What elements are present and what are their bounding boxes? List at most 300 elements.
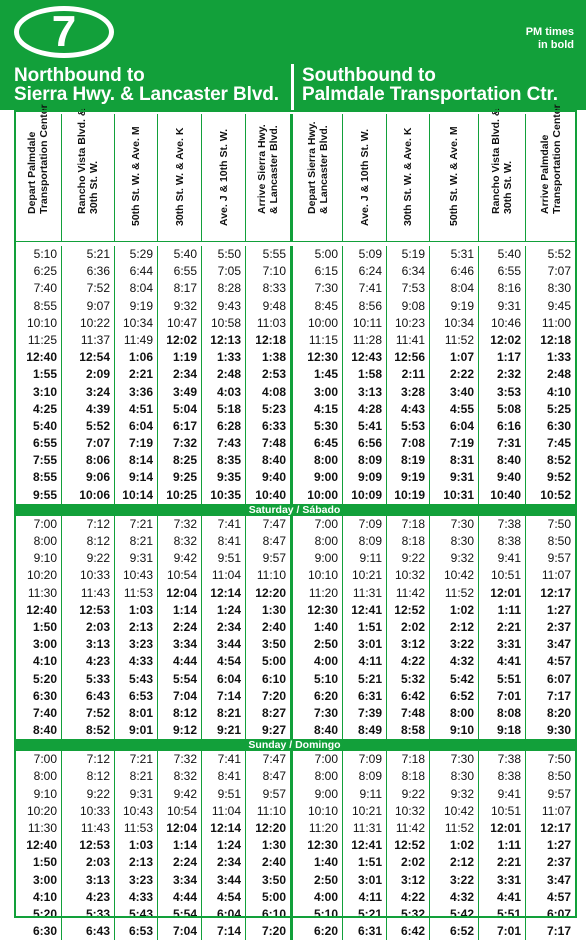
time-cell: 3:13 [343, 384, 387, 401]
time-cell: 11:20 [293, 585, 343, 602]
time-cell: 6:53 [115, 923, 158, 940]
time-cell: 3:49 [158, 384, 202, 401]
time-cell: 7:31 [479, 435, 526, 452]
time-cell: 2:02 [387, 854, 430, 871]
time-cell: 10:06 [62, 487, 115, 504]
time-cell: 1:38 [246, 349, 293, 366]
time-cell: 7:14 [202, 688, 246, 705]
time-cell: 8:21 [202, 705, 246, 722]
time-cell: 8:55 [14, 469, 62, 486]
time-cell: 9:42 [158, 786, 202, 803]
time-cell: 1:50 [14, 619, 62, 636]
time-cell: 2:22 [430, 366, 479, 383]
schedule-row [14, 435, 575, 452]
time-cell: 7:04 [158, 923, 202, 940]
time-cell: 9:19 [430, 298, 479, 315]
time-cell: 1:30 [246, 602, 293, 619]
time-cell: 9:10 [14, 550, 62, 567]
time-cell: 3:00 [14, 872, 62, 889]
time-cell: 9:10 [14, 786, 62, 803]
time-cell: 11:28 [343, 332, 387, 349]
time-cell: 7:05 [202, 263, 246, 280]
time-cell: 12:52 [387, 602, 430, 619]
time-cell: 8:17 [158, 280, 202, 297]
time-cell: 11:04 [202, 567, 246, 584]
time-cell: 11:43 [62, 820, 115, 837]
schedule-row [14, 366, 575, 383]
time-cell: 7:00 [14, 751, 62, 768]
time-cell: 8:52 [62, 722, 115, 739]
time-cell: 7:19 [430, 435, 479, 452]
time-cell: 8:21 [115, 533, 158, 550]
time-cell: 10:00 [293, 487, 343, 504]
time-cell: 5:29 [115, 246, 158, 263]
time-cell: 8:38 [479, 768, 526, 785]
time-cell: 3:36 [115, 384, 158, 401]
time-cell: 8:00 [14, 768, 62, 785]
time-cell: 7:20 [246, 923, 293, 940]
time-cell: 7:40 [14, 280, 62, 297]
time-cell: 11:53 [115, 820, 158, 837]
time-cell: 9:22 [387, 550, 430, 567]
column-header-label: Depart Palmdale Transportation Center [25, 104, 50, 214]
time-cell: 9:11 [343, 786, 387, 803]
time-cell: 1:50 [14, 854, 62, 871]
time-cell: 12:40 [14, 837, 62, 854]
time-cell: 9:00 [293, 550, 343, 567]
schedule-row [14, 688, 575, 705]
time-cell: 12:17 [540, 821, 571, 835]
time-cell: 3:13 [62, 872, 115, 889]
time-cell: 7:30 [293, 705, 343, 722]
time-cell: 7:50 [547, 516, 571, 531]
time-cell: 1:40 [293, 619, 343, 636]
time-cell: 4:54 [202, 889, 246, 906]
time-cell: 3:12 [387, 636, 430, 653]
time-cell: 10:09 [343, 487, 387, 504]
time-cell: 8:32 [158, 533, 202, 550]
time-cell: 2:37 [546, 619, 571, 634]
schedule-row [14, 585, 575, 602]
time-cell: 5:00 [246, 889, 293, 906]
time-cell: 1:40 [293, 854, 343, 871]
time-cell: 3:23 [115, 872, 158, 889]
time-cell: 7:21 [115, 751, 158, 768]
time-cell: 10:46 [479, 315, 526, 332]
time-cell: 2:24 [158, 854, 202, 871]
time-cell: 6:44 [115, 263, 158, 280]
time-cell: 12:17 [540, 585, 571, 600]
time-cell: 11:41 [387, 332, 430, 349]
time-cell: 10:42 [430, 803, 479, 820]
time-cell: 3:13 [62, 636, 115, 653]
time-cell: 4:00 [293, 653, 343, 670]
time-cell: 4:23 [62, 653, 115, 670]
schedule-row [14, 705, 575, 722]
time-cell: 7:00 [293, 751, 343, 768]
time-cell: 4:44 [158, 653, 202, 670]
time-cell: 12:20 [246, 585, 293, 602]
time-cell: 2:40 [246, 854, 293, 871]
time-cell: 7:20 [246, 688, 293, 705]
time-cell: 10:35 [202, 487, 246, 504]
time-cell: 9:32 [430, 550, 479, 567]
time-cell: 5:10 [14, 246, 62, 263]
schedule-row [14, 469, 575, 486]
time-cell: 9:14 [115, 469, 158, 486]
time-cell: 10:10 [14, 315, 62, 332]
schedule-header [0, 0, 586, 110]
time-cell: 5:32 [387, 906, 430, 923]
schedule-row [14, 671, 575, 688]
time-cell: 9:57 [547, 786, 571, 801]
time-cell: 10:20 [14, 803, 62, 820]
column-header-label: Rancho Vista Blvd. & 30th St. W. [76, 108, 100, 214]
time-cell: 5:55 [246, 246, 293, 263]
column-headers [14, 104, 575, 242]
time-cell: 4:25 [14, 401, 62, 418]
time-cell: 8:50 [547, 769, 571, 784]
time-cell: 9:21 [202, 722, 246, 739]
column-header [526, 104, 575, 242]
time-cell: 8:12 [62, 768, 115, 785]
time-cell: 8:31 [430, 452, 479, 469]
time-cell: 5:50 [202, 246, 246, 263]
time-cell: 8:00 [293, 768, 343, 785]
time-cell: 6:16 [479, 418, 526, 435]
time-cell: 5:18 [202, 401, 246, 418]
time-cell: 5:32 [387, 671, 430, 688]
time-cell: 1:03 [115, 602, 158, 619]
time-cell: 11:10 [246, 567, 293, 584]
time-cell: 7:43 [202, 435, 246, 452]
time-cell: 5:43 [115, 906, 158, 923]
time-cell: 3:22 [430, 872, 479, 889]
time-cell: 7:18 [387, 751, 430, 768]
schedule-row [14, 751, 575, 768]
time-cell: 10:43 [115, 803, 158, 820]
northbound-title-line2: Sierra Hwy. & Lancaster Blvd. [14, 84, 279, 105]
time-cell: 4:33 [115, 653, 158, 670]
time-cell: 2:48 [202, 366, 246, 383]
time-cell: 1:06 [115, 349, 158, 366]
time-cell: 8:30 [430, 768, 479, 785]
time-cell: 4:33 [115, 889, 158, 906]
time-cell: 6:53 [115, 688, 158, 705]
time-cell: 5:00 [293, 246, 343, 263]
time-cell: 10:32 [387, 803, 430, 820]
time-cell: 5:33 [62, 906, 115, 923]
schedule-row [14, 820, 575, 837]
schedule-row [14, 768, 575, 785]
time-cell: 11:30 [14, 820, 62, 837]
time-cell: 8:30 [547, 281, 571, 296]
time-cell: 12:13 [202, 332, 246, 349]
time-cell: 4:54 [202, 653, 246, 670]
time-cell: 7:41 [343, 280, 387, 297]
time-cell: 9:01 [115, 722, 158, 739]
time-cell: 6:46 [430, 263, 479, 280]
time-cell: 6:55 [14, 435, 62, 452]
time-cell: 6:15 [293, 263, 343, 280]
time-cell: 4:41 [479, 889, 526, 906]
schedule-row [14, 263, 575, 280]
time-cell: 2:13 [115, 854, 158, 871]
time-cell: 8:40 [293, 722, 343, 739]
time-cell: 4:57 [546, 889, 571, 904]
time-cell: 7:32 [158, 751, 202, 768]
time-cell: 6:55 [479, 263, 526, 280]
time-cell: 4:55 [430, 401, 479, 418]
time-cell: 12:40 [14, 349, 62, 366]
time-cell: 2:11 [387, 366, 430, 383]
time-cell: 1:45 [293, 366, 343, 383]
time-cell: 9:27 [246, 722, 293, 739]
schedule-row [14, 452, 575, 469]
time-cell: 5:40 [479, 246, 526, 263]
time-cell: 9:11 [343, 550, 387, 567]
schedule-row [14, 602, 575, 619]
time-cell: 7:19 [115, 435, 158, 452]
time-cell: 11:03 [246, 315, 293, 332]
time-cell: 12:53 [62, 602, 115, 619]
time-cell: 2:37 [546, 855, 571, 870]
time-cell: 9:41 [479, 550, 526, 567]
time-cell: 12:01 [479, 820, 526, 837]
time-cell: 6:55 [158, 263, 202, 280]
time-cell: 5:40 [14, 418, 62, 435]
time-cell: 4:22 [387, 653, 430, 670]
time-cell: 8:50 [547, 534, 571, 548]
column-header [343, 114, 387, 242]
time-cell: 8:40 [14, 722, 62, 739]
time-cell: 8:40 [479, 452, 526, 469]
schedule-row [14, 837, 575, 854]
pm-note-line1: PM times [525, 26, 574, 38]
time-cell: 2:03 [62, 854, 115, 871]
pm-times-note [494, 26, 574, 52]
time-cell: 6:04 [202, 906, 246, 923]
time-cell: 9:32 [158, 298, 202, 315]
time-cell: 4:41 [479, 653, 526, 670]
time-cell: 10:54 [158, 803, 202, 820]
column-header-label: Arrive Palmdale Transportation Center [538, 104, 563, 214]
time-cell: 11:42 [387, 585, 430, 602]
time-cell: 6:17 [158, 418, 202, 435]
time-cell: 12:30 [293, 349, 343, 366]
time-cell: 6:07 [546, 671, 571, 686]
time-cell: 11:20 [293, 820, 343, 837]
time-cell: 7:01 [479, 688, 526, 705]
schedule-row [14, 280, 575, 297]
time-cell: 5:20 [14, 906, 62, 923]
time-cell: 9:22 [62, 550, 115, 567]
time-cell: 2:21 [479, 619, 526, 636]
time-cell: 10:10 [293, 567, 343, 584]
time-cell: 7:30 [430, 516, 479, 533]
time-cell: 7:01 [479, 923, 526, 940]
time-cell: 3:31 [479, 636, 526, 653]
time-cell: 6:31 [343, 688, 387, 705]
time-cell: 7:32 [158, 516, 202, 533]
time-cell: 3:10 [14, 384, 62, 401]
time-cell: 1:51 [343, 854, 387, 871]
schedule-row [14, 516, 575, 533]
time-cell: 12:41 [343, 602, 387, 619]
time-cell: 12:18 [246, 332, 293, 349]
time-cell: 2:21 [479, 854, 526, 871]
schedule-row [14, 349, 575, 366]
time-cell: 5:31 [430, 246, 479, 263]
time-cell: 7:12 [62, 516, 115, 533]
time-cell: 7:45 [546, 436, 571, 451]
column-header [158, 114, 202, 242]
time-cell: 8:40 [246, 452, 293, 469]
time-cell: 6:30 [14, 688, 62, 705]
time-cell: 7:52 [62, 705, 115, 722]
time-cell: 4:00 [293, 889, 343, 906]
time-cell: 1:14 [158, 837, 202, 854]
time-cell: 10:51 [479, 803, 526, 820]
time-cell: 9:18 [479, 722, 526, 739]
time-cell: 10:42 [430, 567, 479, 584]
time-cell: 11:52 [430, 585, 479, 602]
time-cell: 8:28 [202, 280, 246, 297]
time-cell: 8:12 [158, 705, 202, 722]
schedule-row [14, 803, 575, 820]
time-cell: 6:04 [430, 418, 479, 435]
time-cell: 5:25 [546, 401, 571, 416]
time-cell: 7:53 [387, 280, 430, 297]
time-cell: 7:52 [62, 280, 115, 297]
time-cell: 7:09 [343, 751, 387, 768]
schedule-row [14, 384, 575, 401]
time-cell: 3:53 [479, 384, 526, 401]
time-cell: 9:45 [547, 298, 571, 313]
time-cell: 8:12 [62, 533, 115, 550]
time-cell: 10:34 [430, 315, 479, 332]
schedule-row [14, 872, 575, 889]
schedule-row [14, 533, 575, 550]
route-number: 7 [51, 7, 77, 56]
time-cell: 2:53 [246, 366, 293, 383]
time-cell: 9:25 [158, 469, 202, 486]
time-cell: 7:18 [387, 516, 430, 533]
time-cell: 7:48 [387, 705, 430, 722]
column-header-label: 30th St. W. & Ave. K [402, 127, 414, 226]
time-cell: 12:53 [62, 837, 115, 854]
time-cell: 9:41 [479, 786, 526, 803]
time-cell: 7:38 [479, 516, 526, 533]
time-cell: 11:31 [343, 820, 387, 837]
time-cell: 12:43 [343, 349, 387, 366]
day-section-header: Sunday / Domingo [14, 739, 575, 751]
time-cell: 10:23 [387, 315, 430, 332]
time-cell: 11:30 [14, 585, 62, 602]
time-cell: 6:30 [14, 923, 62, 940]
time-cell: 5:52 [62, 418, 115, 435]
time-cell: 1:58 [343, 366, 387, 383]
time-cell: 1:33 [546, 350, 571, 365]
column-header-label: Ave. J & 10th St. W. [358, 128, 371, 226]
time-cell: 8:18 [387, 768, 430, 785]
time-cell: 9:10 [430, 722, 479, 739]
time-cell: 7:04 [158, 688, 202, 705]
time-cell: 6:31 [343, 923, 387, 940]
time-cell: 11:43 [62, 585, 115, 602]
time-cell: 2:50 [293, 636, 343, 653]
time-cell: 2:40 [246, 619, 293, 636]
schedule-row [14, 889, 575, 906]
time-cell: 5:53 [387, 418, 430, 435]
time-cell: 11:37 [62, 332, 115, 349]
column-header-label: 50th St. W. & Ave. M [130, 126, 142, 226]
time-cell: 6:45 [293, 435, 343, 452]
time-cell: 3:34 [158, 636, 202, 653]
time-cell: 7:40 [14, 705, 62, 722]
time-cell: 10:47 [158, 315, 202, 332]
time-cell: 10:20 [14, 567, 62, 584]
time-cell: 12:14 [202, 820, 246, 837]
time-cell: 8:56 [343, 298, 387, 315]
time-cell: 7:07 [62, 435, 115, 452]
schedule-row [14, 636, 575, 653]
time-cell: 5:42 [430, 906, 479, 923]
column-header-label: Ave. J & 10th St. W. [217, 128, 230, 226]
time-cell: 5:20 [14, 671, 62, 688]
time-cell: 5:19 [387, 246, 430, 263]
time-cell: 10:43 [115, 567, 158, 584]
day-section-header: Saturday / Sábado [14, 504, 575, 516]
time-cell: 3:34 [158, 872, 202, 889]
time-cell: 1:30 [246, 837, 293, 854]
time-cell: 8:00 [14, 533, 62, 550]
time-cell: 8:09 [343, 452, 387, 469]
time-cell: 11:25 [14, 332, 62, 349]
time-cell: 9:06 [62, 469, 115, 486]
time-cell: 7:00 [14, 516, 62, 533]
time-cell: 8:52 [546, 453, 571, 468]
time-cell: 10:31 [430, 487, 479, 504]
time-cell: 6:52 [430, 923, 479, 940]
time-cell: 7:10 [246, 263, 293, 280]
column-header-label: 30th St. W. & Ave. K [173, 127, 186, 226]
time-cell: 7:07 [547, 264, 571, 279]
time-cell: 1:27 [546, 838, 571, 853]
time-cell: 6:25 [14, 263, 62, 280]
time-cell: 5:33 [62, 671, 115, 688]
time-cell: 9:00 [293, 786, 343, 803]
column-header-label: Depart Sierra Hwy. & Lancaster Blvd. [305, 121, 330, 214]
time-cell: 9:31 [479, 298, 526, 315]
column-header-label: Arrive Sierra Hwy. & Lancaster Blvd. [256, 124, 280, 214]
time-cell: 9:22 [62, 786, 115, 803]
time-cell: 10:32 [387, 567, 430, 584]
column-header-label: 50th St. W. & Ave. M [448, 126, 460, 226]
time-cell: 5:21 [343, 671, 387, 688]
time-cell: 8:00 [430, 705, 479, 722]
time-cell: 8:00 [293, 533, 343, 550]
time-cell: 7:21 [115, 516, 158, 533]
time-cell: 9:30 [546, 723, 571, 738]
schedule-row [14, 332, 575, 349]
time-cell: 3:44 [202, 872, 246, 889]
time-cell: 8:32 [158, 768, 202, 785]
time-cell: 2:12 [430, 619, 479, 636]
southbound-title [302, 66, 558, 104]
time-cell: 4:43 [387, 401, 430, 418]
column-header [479, 108, 526, 242]
